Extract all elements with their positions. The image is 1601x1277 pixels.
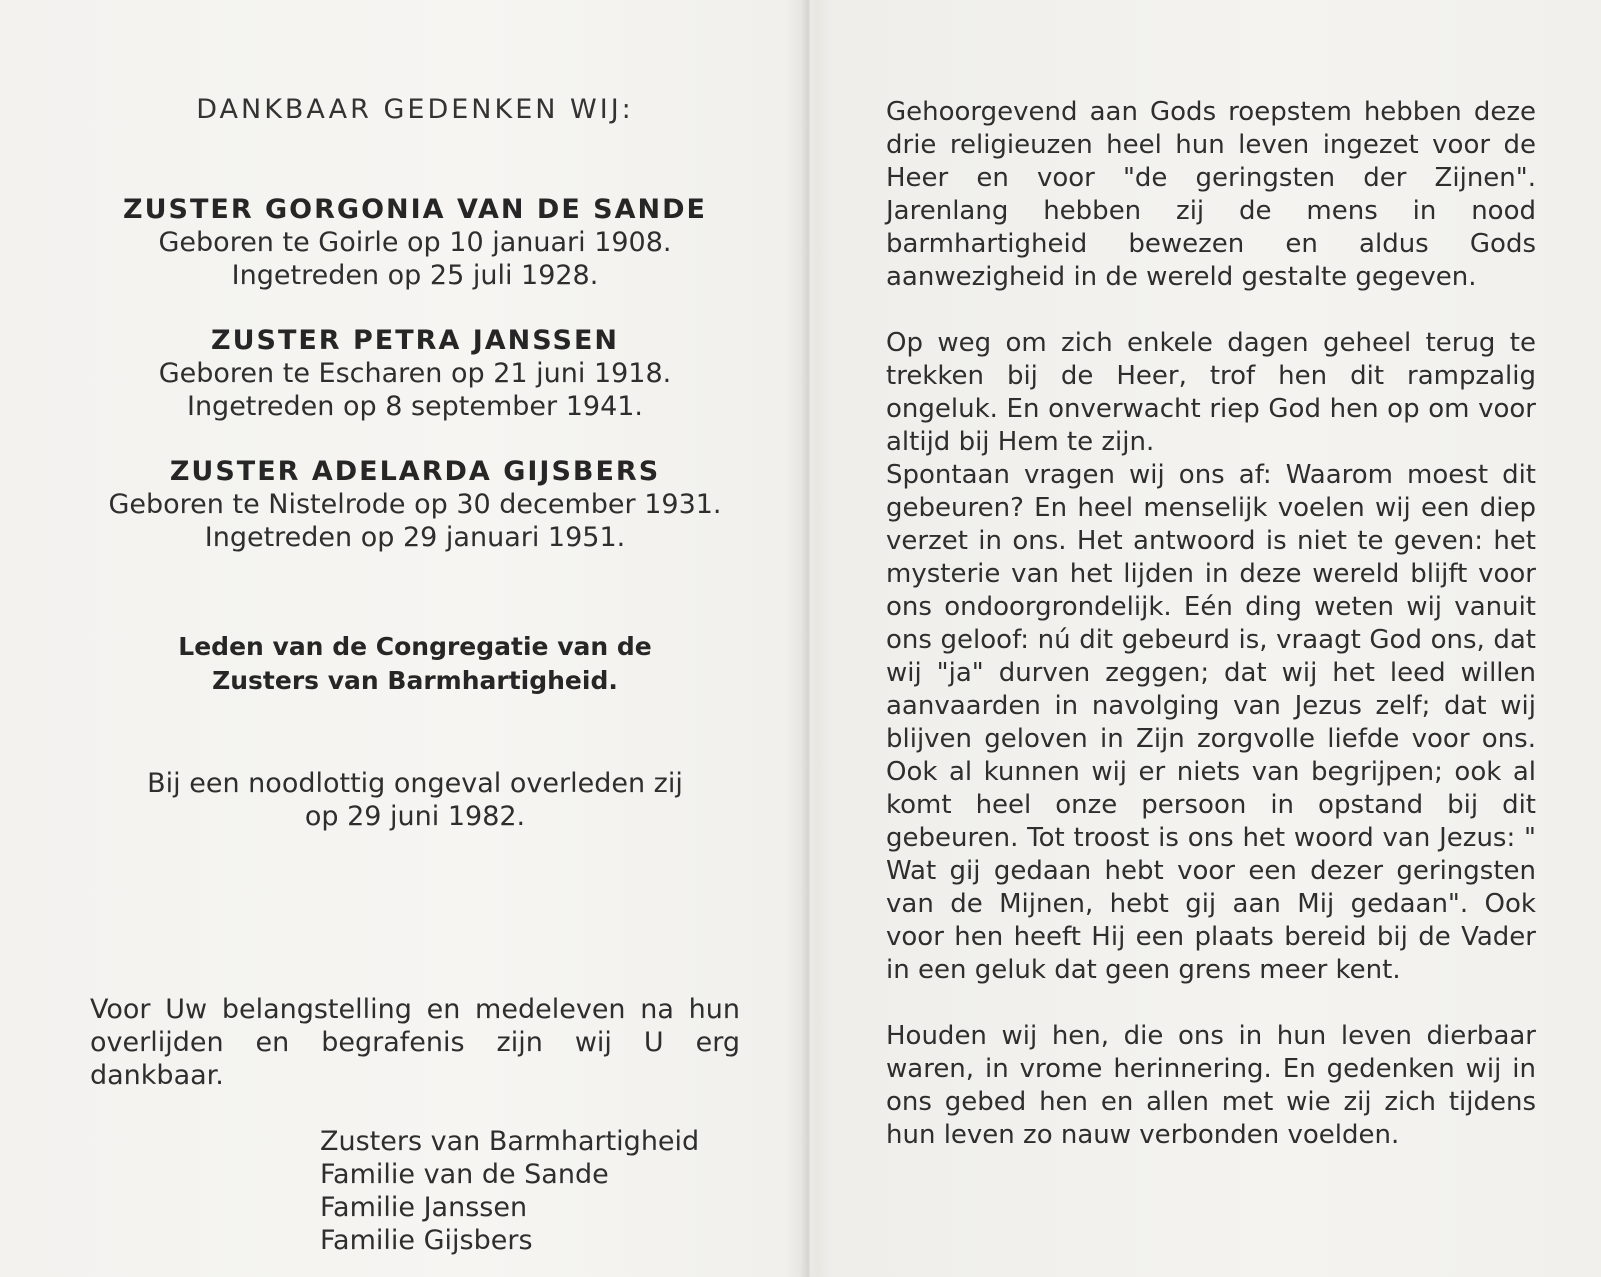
congregation-note — [90, 630, 740, 698]
sister-born: Geboren te Escharen op 21 juni 1918. — [158, 358, 672, 389]
signature-line: Familie Janssen — [320, 1192, 528, 1223]
thanks-text: Voor Uw belangstelling en medeleven na hun overlijden en begrafenis zijn wij U erg dankbaar. — [90, 994, 740, 1091]
death-line: op 29 juni 1982. — [304, 801, 526, 832]
sister-born: Geboren te Goirle op 10 januari 1908. — [158, 227, 672, 258]
congregation-line: Zusters van Barmhartigheid. — [212, 666, 618, 695]
paragraph-gap — [886, 294, 1536, 327]
signature-line: Familie van de Sande — [320, 1159, 609, 1190]
signatures — [320, 1125, 699, 1257]
paragraph: Houden wij hen, die ons in hun leven dierbaar waren, in vrome herinnering. En gedenken wij in ons gebed hen en allen met wie zij zich tijdens hun leven zo nauw verbonden voelden. — [886, 1021, 1536, 1150]
sister-entry — [90, 324, 740, 423]
paragraph: Spontaan vragen wij ons af: Waarom moest dit gebeuren? En heel menselijk voelen wij een diep verzet in ons. Het antwoord is niet te geven: het mysterie van het lijden in deze wereld blijft voor ons ondoorgrondelijk. Eén ding weten wij vanuit ons geloof: nú dit gebeurd is, vraagt God ons, dat wij "ja" durven zeggen; dat wij het leed willen aanvaarden in navolging van Jezus zelf; dat wij blijven geloven in Zijn zorgvolle liefde voor ons. Ook al kunnen wij er niets van begrijpen; ook al komt heel onze persoon in opstand bij dit gebeuren. Tot troost is ons het woord van Jezus: " Wat gij gedaan hebt voor een dezer geringsten van de Mijnen, hebt gij aan Mij gedaan". Ook voor hen heeft Hij een plaats bereid bij de Vader in een geluk dat geen grens meer kent. — [886, 460, 1536, 985]
sister-name: ZUSTER PETRA JANSSEN — [211, 325, 619, 356]
paragraph-gap — [886, 987, 1536, 1020]
sister-entered: Ingetreden op 8 september 1941. — [186, 391, 644, 422]
sister-entry — [90, 193, 740, 292]
sister-entry — [90, 455, 740, 554]
heading: DANKBAAR GEDENKEN WIJ: — [196, 94, 634, 125]
sister-name: ZUSTER GORGONIA VAN DE SANDE — [123, 194, 707, 225]
sister-entered: Ingetreden op 29 januari 1951. — [204, 522, 626, 553]
sister-entered: Ingetreden op 25 juli 1928. — [231, 260, 599, 291]
sister-name: ZUSTER ADELARDA GIJSBERS — [169, 456, 661, 487]
paragraph: Op weg om zich enkele dagen geheel terug te trekken bij de Heer, trof hen dit rampzalig ongeluk. En onverwacht riep God hen op om voor altijd bij Hem te zijn. — [886, 328, 1536, 457]
signature-line: Familie Gijsbers — [320, 1225, 533, 1256]
left-page — [90, 0, 740, 1277]
signature-line: Zusters van Barmhartigheid — [320, 1126, 700, 1157]
right-page — [886, 96, 1536, 1152]
death-note — [90, 767, 740, 833]
sister-born: Geboren te Nistelrode op 30 december 1931. — [108, 489, 722, 520]
death-line: Bij een noodlottig ongeval overleden zij — [147, 768, 683, 799]
congregation-line: Leden van de Congregatie van de — [178, 632, 652, 661]
paragraph: Gehoorgevend aan Gods roepstem hebben deze drie religieuzen heel hun leven ingezet voor de Heer en voor "de geringsten der Zijnen". Jarenlang hebben zij de mens in nood barmhartigheid bewezen en aldus Gods aanwezigheid in de wereld gestalte gegeven. — [886, 97, 1536, 292]
card-fold — [800, 0, 818, 1277]
